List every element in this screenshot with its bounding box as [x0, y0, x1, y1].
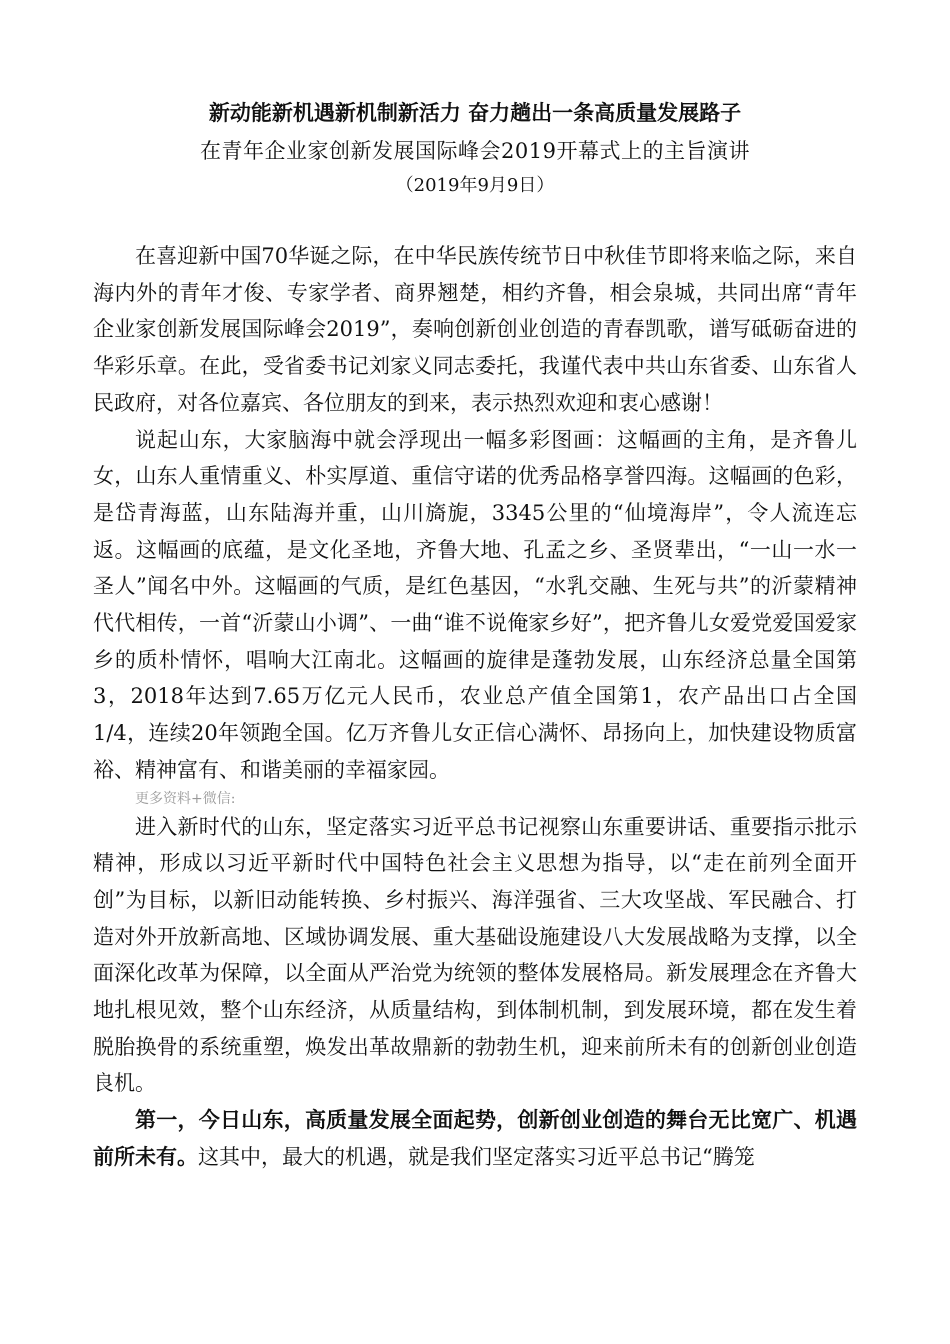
document-subtitle: 在青年企业家创新发展国际峰会2019开幕式上的主旨演讲: [200, 139, 750, 163]
watermark-note: 更多资料+微信:: [135, 790, 236, 807]
paragraph-2: 说起山东，大家脑海中就会浮现出一幅多彩图画：这幅画的主角，是齐鲁儿女，山东人重情重义、朴实厚道、重信守诺的优秀品格享誉四海。这幅画的色彩，是岱青海蓝，山东陆海并重，山川旖旎，3345公里的“仙境海岸”，令人流连忘返。这幅画的底蕴，是文化圣地，齐鲁大地、孔孟之乡、圣贤辈出，“一山一水一圣人”闻名中外。这幅画的气质，是红色基因，“水乳交融、生死与共”的沂蒙精神代代相传，一首“沂蒙山小调”、一曲“谁不说俺家乡好”，把齐鲁儿女爱党爱国爱家乡的质朴情怀，唱响大江南北。这幅画的旋律是蓬勃发展，山东经济总量全国第3，2018年达到7.65万亿元人民币，农业总产值全国第1，农产品出口占全国1/4，连续20年领跑全国。亿万齐鲁儿女正信心满怀、昂扬向上，加快建设物质富裕、精神富有、和谐美丽的幸福家园。: [93, 427, 857, 782]
paragraph-4-bold-lead: 第一，今日山东，高质量发展全面起势，创新创业创造的舞台无比宽广、机遇前所未有。: [93, 1107, 857, 1169]
paragraph-4: [93, 1102, 857, 1175]
paragraph-1: 在喜迎新中国70华诞之际，在中华民族传统节日中秋佳节即将来临之际，来自海内外的青年才俊、专家学者、商界翘楚，相约齐鲁，相会泉城，共同出席“青年企业家创新发展国际峰会2019”，奏响创新创业创造的青春凯歌，谱写砥砺奋进的华彩乐章。在此，受省委书记刘家义同志委托，我谨代表中共山东省委、山东省人民政府，对各位嘉宾、各位朋友的到来，表示热烈欢迎和衷心感谢！: [93, 244, 857, 415]
document-body: [93, 238, 857, 1176]
document-date: （2019年9月9日）: [395, 175, 555, 196]
paragraph-4-text: 这其中，最大的机遇，就是我们坚定落实习近平总书记“腾笼: [198, 1144, 755, 1169]
paragraph-3: 进入新时代的山东，坚定落实习近平总书记视察山东重要讲话、重要指示批示精神，形成以习近平新时代中国特色社会主义思想为指导，以“走在前列全面开创”为目标，以新旧动能转换、乡村振兴、海洋强省、三大攻坚战、军民融合、打造对外开放新高地、区域协调发展、重大基础设施建设八大发展战略为支撑，以全面深化改革为保障，以全面从严治党为统领的整体发展格局。新发展理念在齐鲁大地扎根见效，整个山东经济，从质量结构，到体制机制，到发展环境，都在发生着脱胎换骨的系统重塑，焕发出革故鼎新的勃勃生机，迎来前所未有的创新创业创造良机。: [93, 814, 857, 1096]
document-title: 新动能新机遇新机制新活力 奋力趟出一条高质量发展路子: [208, 100, 742, 125]
